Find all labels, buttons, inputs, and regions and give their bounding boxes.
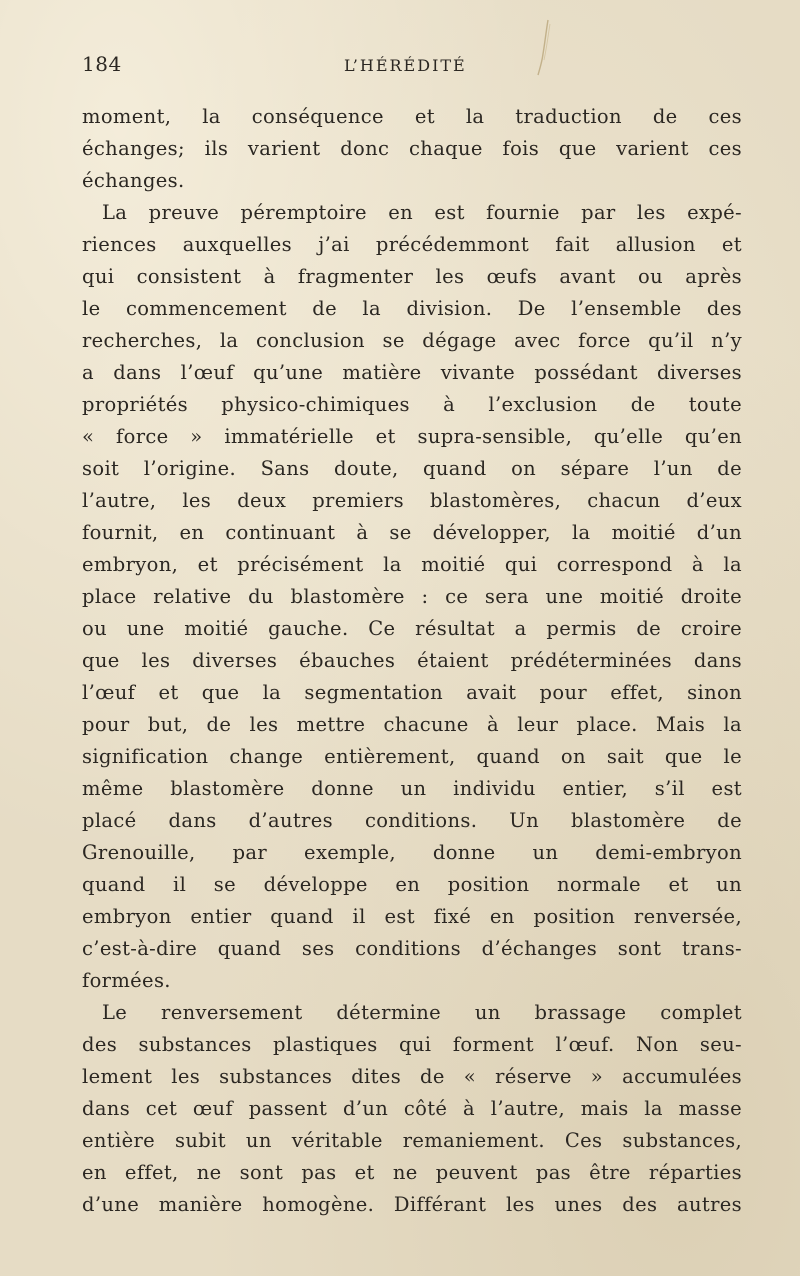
running-head bbox=[82, 52, 742, 76]
paragraph-start-line: Le renversement détermine un brassage complet bbox=[102, 1001, 742, 1024]
text-line: échanges; ils varient donc chaque fois que varient ces bbox=[82, 137, 742, 160]
text-line: en effet, ne sont pas et ne peuvent pas être réparties bbox=[82, 1161, 742, 1184]
text-line: entière subit un véritable remaniement. Ces substances, bbox=[82, 1129, 742, 1152]
running-title: L’HÉRÉDITÉ bbox=[344, 56, 467, 75]
text-line: des substances plastiques qui forment l’œuf. Non seu- bbox=[82, 1033, 742, 1056]
text-line: quand il se développe en position normale et un bbox=[82, 873, 742, 896]
body-text bbox=[82, 101, 742, 1221]
text-line: c’est-à-dire quand ses conditions d’échanges sont trans- bbox=[82, 937, 742, 960]
text-line: qui consistent à fragmenter les œufs avant ou après bbox=[82, 265, 742, 288]
text-line: riences auxquelles j’ai précédemmont fait allusion et bbox=[82, 233, 742, 256]
text-line: ou une moitié gauche. Ce résultat a permis de croire bbox=[82, 617, 742, 640]
text-line: dans cet œuf passent d’un côté à l’autre, mais la masse bbox=[82, 1097, 742, 1120]
text-line: moment, la conséquence et la traduction de ces bbox=[82, 105, 742, 128]
text-line: soit l’origine. Sans doute, quand on sépare l’un de bbox=[82, 457, 742, 480]
text-line: recherches, la conclusion se dégage avec force qu’il n’y bbox=[82, 329, 742, 352]
text-line: signification change entièrement, quand on sait que le bbox=[82, 745, 742, 768]
text-line: échanges. bbox=[82, 169, 185, 192]
text-line: d’une manière homogène. Différant les unes des autres bbox=[82, 1193, 742, 1216]
text-line: propriétés physico-chimiques à l’exclusion de toute bbox=[82, 393, 742, 416]
text-line: fournit, en continuant à se développer, la moitié d’un bbox=[82, 521, 742, 544]
text-line: place relative du blastomère : ce sera une moitié droite bbox=[82, 585, 742, 608]
text-line: l’œuf et que la segmentation avait pour effet, sinon bbox=[82, 681, 742, 704]
ink-stroke-mark bbox=[528, 18, 556, 78]
text-line: lement les substances dites de « réserve » accumulées bbox=[82, 1065, 742, 1088]
text-line: embryon entier quand il est fixé en position renversée, bbox=[82, 905, 742, 928]
text-line: a dans l’œuf qu’une matière vivante possédant diverses bbox=[82, 361, 742, 384]
text-line: Grenouille, par exemple, donne un demi-embryon bbox=[82, 841, 742, 864]
text-line: que les diverses ébauches étaient prédéterminées dans bbox=[82, 649, 742, 672]
text-line: embryon, et précisément la moitié qui correspond à la bbox=[82, 553, 742, 576]
paragraph-start-line: La preuve péremptoire en est fournie par les expé- bbox=[102, 201, 742, 224]
page-number: 184 bbox=[82, 52, 122, 76]
text-line: l’autre, les deux premiers blastomères, chacun d’eux bbox=[82, 489, 742, 512]
text-line: formées. bbox=[82, 969, 171, 992]
text-line: pour but, de les mettre chacune à leur place. Mais la bbox=[82, 713, 742, 736]
text-line: même blastomère donne un individu entier, s’il est bbox=[82, 777, 742, 800]
text-line: « force » immatérielle et supra-sensible, qu’elle qu’en bbox=[82, 425, 742, 448]
text-line: placé dans d’autres conditions. Un blastomère de bbox=[82, 809, 742, 832]
text-line: le commencement de la division. De l’ensemble des bbox=[82, 297, 742, 320]
